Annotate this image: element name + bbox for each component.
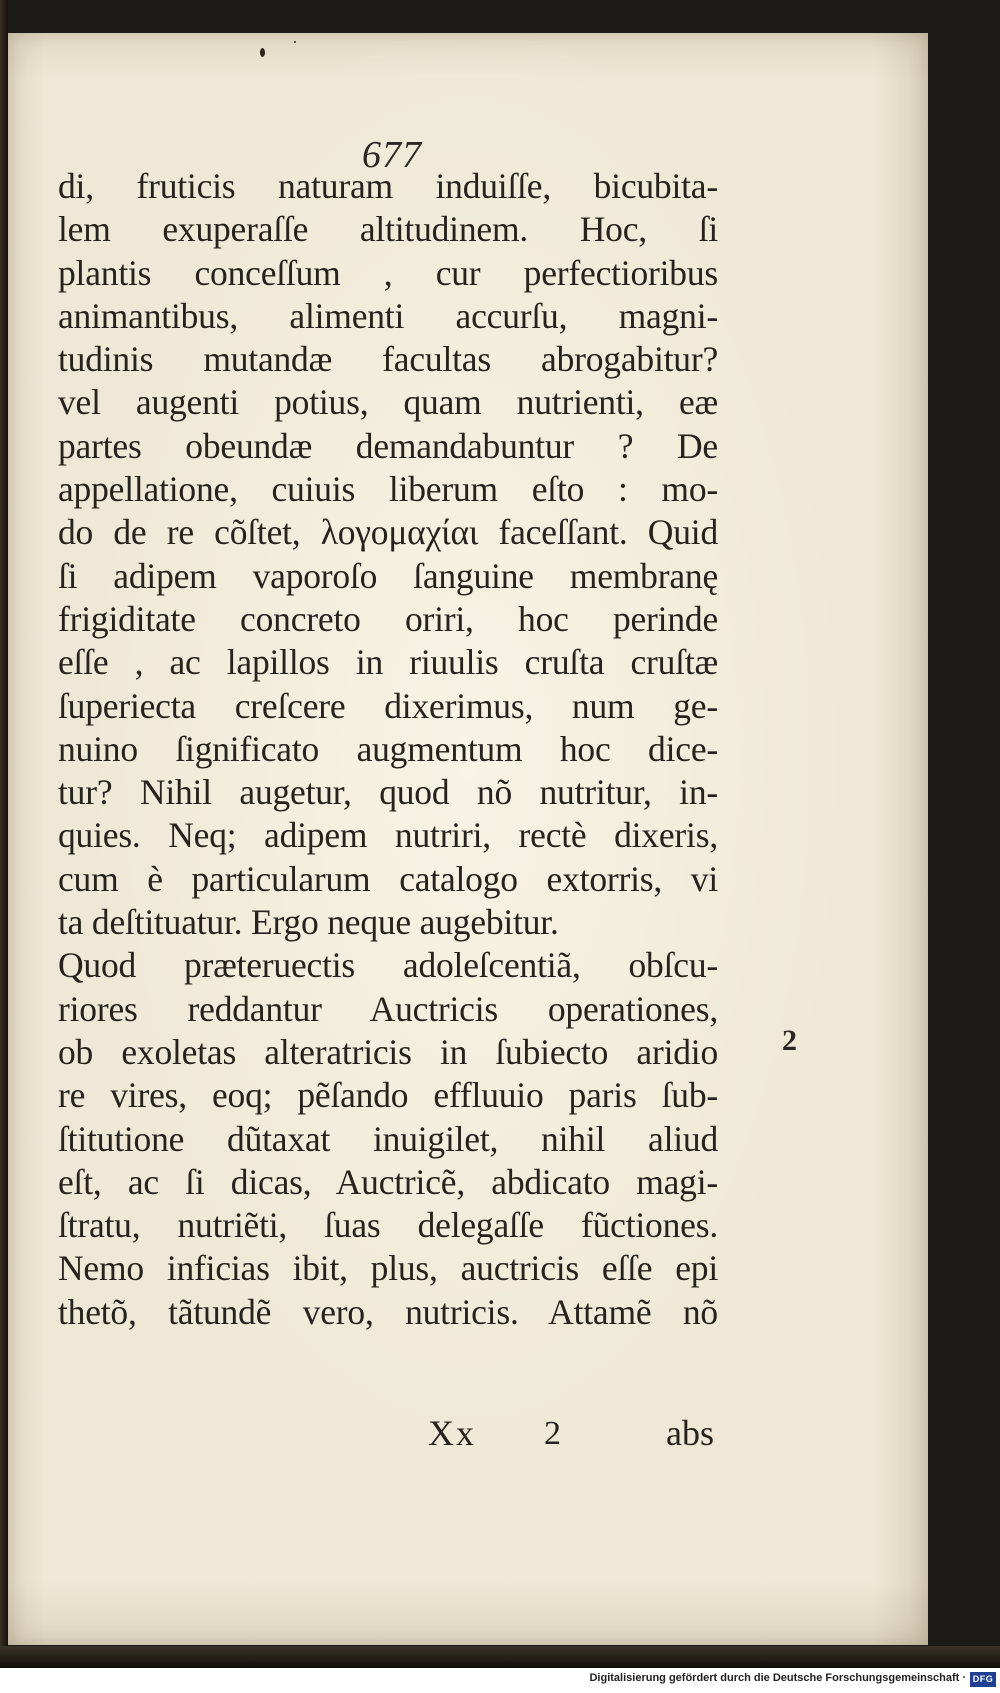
- text-line: di, fruticis naturam induiſſe, bicubita-: [58, 166, 718, 206]
- dfg-logo-icon: DFG: [970, 1672, 996, 1687]
- margin-note: 2: [782, 1024, 797, 1057]
- text-line: cum è particularum catalogo extorris, vi: [58, 858, 718, 899]
- text-line: ſtitutione dũtaxat inuigilet, nihil aliud: [58, 1118, 718, 1159]
- text-line: appellatione, cuiuis liberum eſto : mo-: [58, 469, 718, 510]
- signature-number: 2: [544, 1415, 561, 1452]
- text-line: ob exoletas alteratricis in ſubiecto aridio: [58, 1031, 718, 1072]
- text-line: partes obeundæ demandabuntur ? De: [58, 425, 718, 466]
- text-line: thetõ, tãtundẽ vero, nutricis. Attamẽ nõ: [58, 1291, 718, 1332]
- binding-bottom-edge: [0, 1646, 1000, 1668]
- text-line: eſt, ac ſi dicas, Auctricẽ, abdicato magi-: [58, 1161, 718, 1202]
- text-line: animantibus, alimenti accurſu, magni-: [58, 295, 718, 336]
- text-line: do de re cõſtet, λογομαχίαι faceſſant. Quid: [58, 512, 718, 553]
- text-line: lem exuperaſſe altitudinem. Hoc, ſi: [58, 209, 718, 250]
- text-line: ſi adipem vaporoſo ſanguine membranę: [58, 555, 718, 596]
- text-line: nuino ſignificato augmentum hoc dice-: [58, 728, 718, 769]
- text-line: tur? Nihil augetur, quod nõ nutritur, in-: [58, 772, 718, 813]
- text-line: riores reddantur Auctricis operationes,: [58, 988, 718, 1029]
- funding-credit: Digitalisierung gefördert durch die Deutsche Forschungsgemeinschaft ·: [589, 1672, 966, 1684]
- text-line: Nemo inficias ibit, plus, auctricis eſſe epi: [58, 1248, 718, 1289]
- catchword: abs: [666, 1413, 714, 1453]
- text-line: quies. Neq; adipem nutriri, rectè dixeris,: [58, 815, 718, 856]
- text-line: Quod præteruectis adoleſcentiã, obſcu-: [58, 945, 718, 986]
- text-line: plantis conceſſum , cur perfectioribus: [58, 252, 718, 293]
- text-line: ta deſtituatur. Ergo neque augebitur.: [58, 902, 559, 943]
- text-line: ſtratu, nutriẽti, ſuas delegaſſe fũctiones.: [58, 1205, 718, 1246]
- text-line: eſſe , ac lapillos in riuulis cruſta cruſtæ: [58, 642, 718, 683]
- digitization-footer: [0, 1668, 1000, 1693]
- text-line: vel augenti potius, quam nutrienti, eæ: [58, 382, 718, 423]
- binding-edge: [0, 0, 8, 1693]
- signature-mark: Xx: [428, 1413, 476, 1453]
- body-text: [58, 165, 718, 1334]
- text-line: tudinis mutandæ facultas abrogabitur?: [58, 339, 718, 380]
- text-line: ſuperiecta creſcere dixerimus, num ge-: [58, 685, 718, 726]
- page-number: 677: [362, 134, 422, 176]
- text-line: re vires, eoq; pẽſando effluuio paris ſub-: [58, 1075, 718, 1116]
- text-line: frigiditate concreto oriri, hoc perinde: [58, 598, 718, 639]
